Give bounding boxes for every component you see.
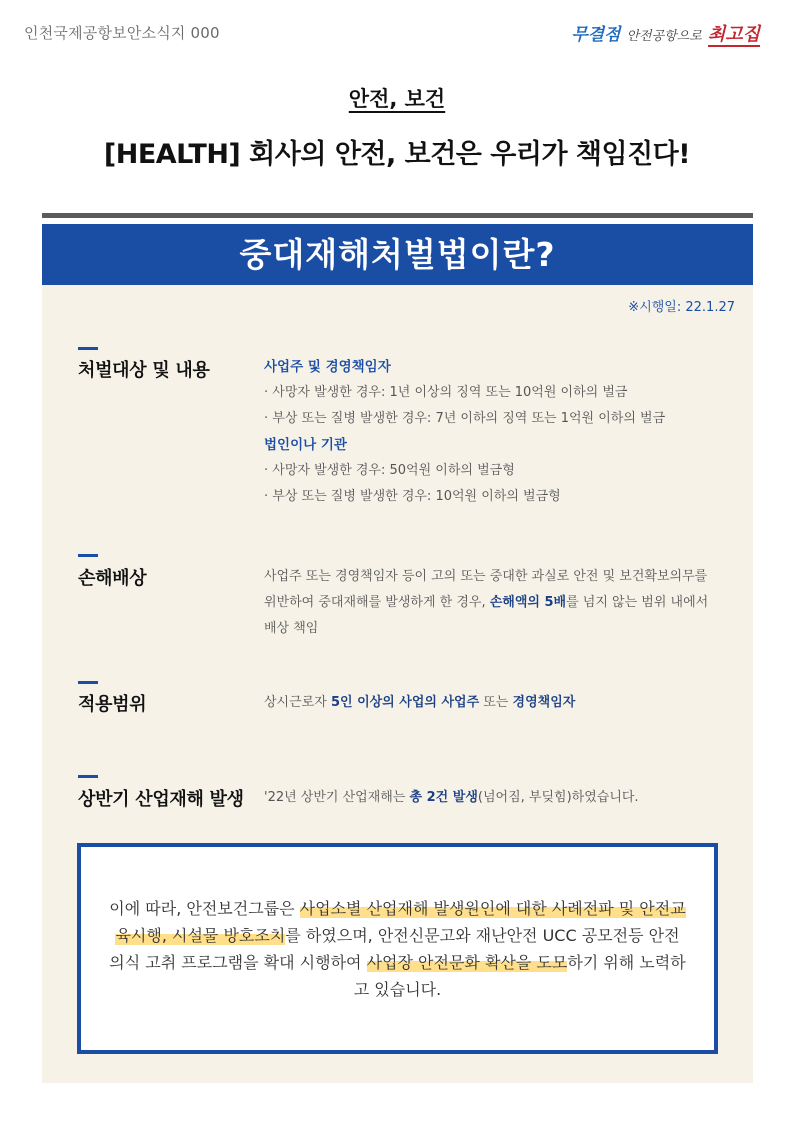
damages-highlight: 손해액의 5배 xyxy=(489,595,567,610)
scope-highlight-executive: 경영책임자 xyxy=(512,695,576,710)
accidents-paragraph xyxy=(264,785,639,811)
penalty-item: · 사망자 발생한 경우: 50억원 이하의 벌금형 xyxy=(264,463,515,478)
publication-name: 인천국제공항보안소식지 000 xyxy=(24,24,220,42)
section-title-scope: 적용범위 xyxy=(78,694,147,715)
scope-paragraph xyxy=(264,690,575,716)
section-marker xyxy=(78,554,98,557)
damages-text-before: 사업주 또는 경영책임자 등이 고의 또는 중대한 과실로 안전 및 보건확보의무를 위반하여 중대재해를 발생하게 한 경우, xyxy=(264,569,708,610)
scope-text-mid: 또는 xyxy=(479,695,513,710)
notice-text-3: 하기 위해 노력하고 있습니다. xyxy=(353,952,686,999)
section-title-penalty: 처벌대상 및 내용 xyxy=(78,360,210,381)
damages-text xyxy=(264,564,712,642)
effective-date: ※시행일: 22.1.27 xyxy=(628,300,735,315)
penalty-item: · 부상 또는 질병 발생한 경우: 7년 이하의 징역 또는 1억원 이하의 벌금 xyxy=(264,411,666,426)
damages-text-after: 를 넘지 않는 범위 내에서 배상 책임 xyxy=(264,595,709,636)
article-category: 안전, 보건 xyxy=(348,87,446,111)
accidents-highlight: 총 2건 발생 xyxy=(409,790,478,805)
section-divider xyxy=(42,213,753,218)
penalty-item: · 부상 또는 질병 발생한 경우: 10억원 이하의 벌금형 xyxy=(264,489,561,504)
penalty-details xyxy=(264,354,665,510)
scope-highlight-employer: 5인 이상의 사업의 사업주 xyxy=(330,695,480,710)
penalty-subtitle-employer: 사업주 및 경영책임자 xyxy=(264,359,391,375)
penalty-subtitle-corporation: 법인이나 기관 xyxy=(264,437,347,453)
notice-paragraph xyxy=(109,895,686,1003)
section-title-damages: 손해배상 xyxy=(78,568,147,589)
scope-text xyxy=(264,690,575,716)
info-card xyxy=(42,224,753,1083)
accidents-text-after: (넘어짐, 부딪힘)하였습니다. xyxy=(477,790,639,805)
section-marker xyxy=(78,681,98,684)
notice-text-1: 이에 따라, 안전보건그룹은 xyxy=(109,898,300,918)
notice-highlight-1: 사업소별 산업재해 발생원인에 대한 사례전파 및 안전교육시행, 시설물 방호조치 xyxy=(115,898,686,945)
accidents-text xyxy=(264,785,639,811)
penalty-item: · 사망자 발생한 경우: 1년 이상의 징역 또는 10억원 이하의 벌금 xyxy=(264,385,628,400)
section-marker xyxy=(78,347,98,350)
notice-text-2: 를 하였으며, 안전신문고와 재난안전 UCC 공모전등 안전의식 고취 프로그램을 확대 시행하여 xyxy=(109,925,680,972)
banner-title: 중대재해처벌법이란? xyxy=(42,224,753,285)
slogan-logo xyxy=(571,20,760,47)
scope-text-before: 상시근로자 xyxy=(264,695,331,710)
logo-part-3: 최고집 xyxy=(707,24,760,45)
notice-box xyxy=(77,843,718,1054)
notice-highlight-2: 사업장 안전문화 확산을 도모 xyxy=(366,952,568,972)
article-headline: [HEALTH] 회사의 안전, 보건은 우리가 책임진다! xyxy=(103,139,691,170)
section-marker xyxy=(78,775,98,778)
damages-paragraph xyxy=(264,564,712,642)
section-title-accidents: 상반기 산업재해 발생 xyxy=(78,789,244,810)
logo-part-2: 안전공항으로 xyxy=(626,29,702,44)
accidents-text-before: '22년 상반기 산업재해는 xyxy=(264,790,410,805)
logo-part-1: 무결점 xyxy=(571,25,621,45)
